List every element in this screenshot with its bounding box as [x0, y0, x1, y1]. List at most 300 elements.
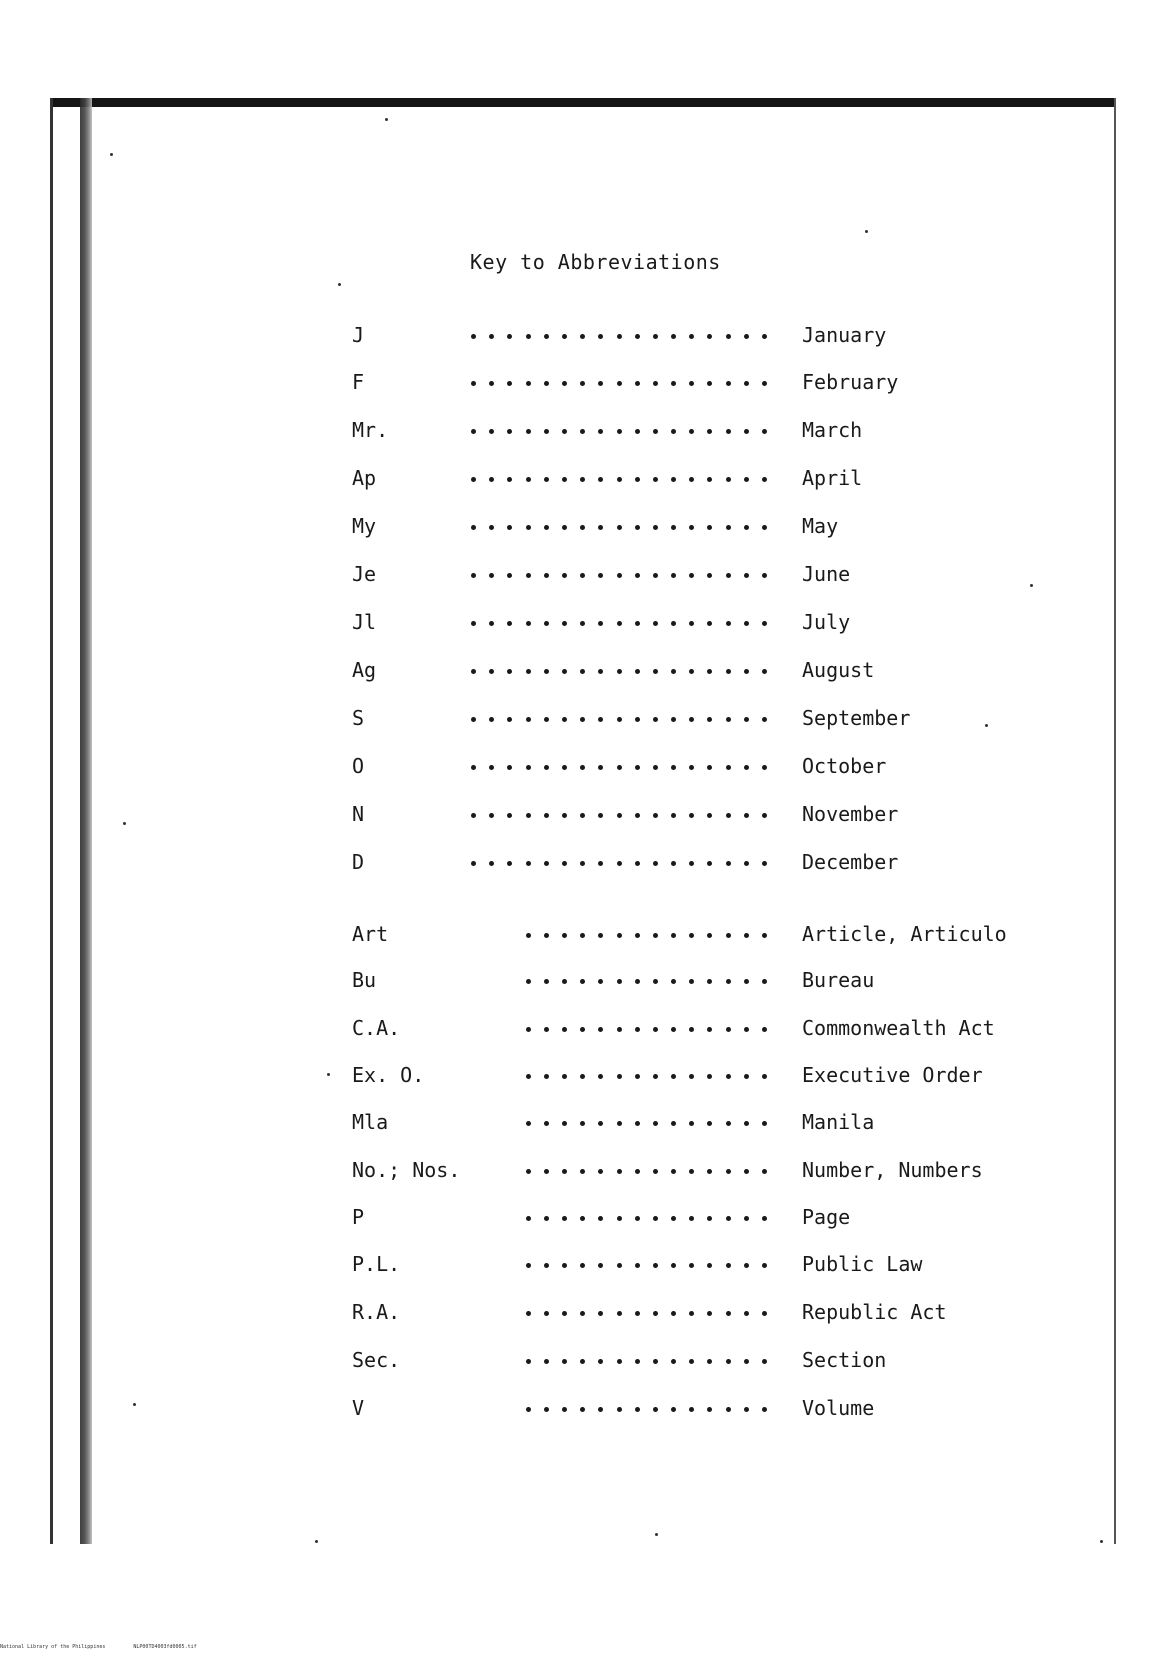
leader-dot	[635, 669, 640, 674]
leader-dot	[653, 813, 658, 818]
leader-dot	[617, 1311, 622, 1316]
leader-dot	[544, 334, 549, 339]
leader-dot	[635, 573, 640, 578]
leader-dot	[707, 1169, 712, 1174]
leader-dot	[635, 525, 640, 530]
leader-dot	[526, 573, 531, 578]
leader-dot	[562, 525, 567, 530]
leader-dot	[471, 381, 476, 386]
leader-dot	[471, 429, 476, 434]
leader-dot	[671, 477, 676, 482]
leader-dot	[653, 525, 658, 530]
leader-dot	[689, 979, 694, 984]
leader-dot	[544, 933, 549, 938]
leader-dot	[707, 525, 712, 530]
leader-dot	[744, 429, 749, 434]
leader-dot	[726, 1121, 731, 1126]
abbreviation-entry	[352, 1110, 1072, 1140]
leader-dot	[598, 1121, 603, 1126]
leader-dot	[707, 765, 712, 770]
abbreviation-entry	[352, 1016, 1072, 1046]
dot-leader	[402, 662, 767, 676]
leader-dot	[707, 573, 712, 578]
leader-dot	[707, 1121, 712, 1126]
leader-dot	[744, 765, 749, 770]
leader-dot	[671, 1263, 676, 1268]
leader-dot	[617, 477, 622, 482]
leader-dot	[744, 1359, 749, 1364]
leader-dot	[707, 1027, 712, 1032]
leader-dot	[744, 1407, 749, 1412]
leader-dot	[762, 1169, 767, 1174]
leader-dot	[689, 1121, 694, 1126]
leader-dot	[471, 813, 476, 818]
leader-dot	[635, 334, 640, 339]
leader-dot	[653, 621, 658, 626]
abbreviation-meaning: August	[802, 658, 875, 682]
dot-leader	[402, 374, 767, 388]
leader-dot	[744, 1169, 749, 1174]
leader-dot	[544, 621, 549, 626]
leader-dot	[762, 1027, 767, 1032]
leader-dot	[526, 1121, 531, 1126]
abbreviation-meaning: Bureau	[802, 968, 875, 992]
leader-dot	[653, 334, 658, 339]
leader-dot	[507, 861, 512, 866]
leader-dot	[526, 429, 531, 434]
abbreviation: Mla	[352, 1110, 389, 1134]
leader-dot	[671, 861, 676, 866]
abbreviation-entry	[352, 1205, 1072, 1235]
leader-dot	[726, 1027, 731, 1032]
leader-dot	[580, 669, 585, 674]
leader-dot	[617, 669, 622, 674]
abbreviation-meaning: Manila	[802, 1110, 875, 1134]
leader-dot	[635, 1121, 640, 1126]
leader-dot	[635, 1407, 640, 1412]
leader-dot	[762, 573, 767, 578]
leader-dot	[562, 1027, 567, 1032]
dot-leader	[402, 566, 767, 580]
dot-leader	[402, 1020, 767, 1034]
leader-dot	[653, 573, 658, 578]
leader-dot	[744, 381, 749, 386]
leader-dot	[671, 717, 676, 722]
scan-speck	[110, 153, 113, 156]
leader-dot	[689, 717, 694, 722]
leader-dot	[544, 1169, 549, 1174]
leader-dot	[707, 1216, 712, 1221]
leader-dot	[726, 573, 731, 578]
dot-leader	[402, 614, 767, 628]
leader-dot	[744, 813, 749, 818]
abbreviation: Je	[352, 562, 377, 586]
leader-dot	[762, 1121, 767, 1126]
scan-speck	[133, 1403, 136, 1406]
abbreviation-entry	[352, 1300, 1072, 1330]
abbreviation-meaning: September	[802, 706, 911, 730]
leader-dot	[762, 1074, 767, 1079]
leader-dot	[689, 1359, 694, 1364]
leader-dot	[526, 621, 531, 626]
leader-dot	[635, 1074, 640, 1079]
abbreviation-entry	[352, 1348, 1072, 1378]
leader-dot	[689, 669, 694, 674]
leader-dot	[580, 1074, 585, 1079]
right-border-rule	[1114, 98, 1116, 1544]
leader-dot	[726, 621, 731, 626]
leader-dot	[689, 621, 694, 626]
leader-dot	[689, 813, 694, 818]
abbreviation: C.A.	[352, 1016, 401, 1040]
leader-dot	[671, 765, 676, 770]
scan-speck	[123, 822, 126, 825]
leader-dot	[744, 861, 749, 866]
leader-dot	[726, 861, 731, 866]
leader-dot	[726, 1359, 731, 1364]
leader-dot	[544, 525, 549, 530]
leader-dot	[617, 861, 622, 866]
leader-dot	[707, 381, 712, 386]
dot-leader	[402, 806, 767, 820]
leader-dot	[562, 381, 567, 386]
leader-dot	[598, 525, 603, 530]
leader-dot	[526, 933, 531, 938]
leader-dot	[653, 1311, 658, 1316]
leader-dot	[671, 1407, 676, 1412]
leader-dot	[671, 381, 676, 386]
leader-dot	[526, 979, 531, 984]
scan-speck	[385, 118, 388, 121]
abbreviation: No.; Nos.	[352, 1158, 461, 1182]
leader-dot	[617, 1407, 622, 1412]
leader-dot	[580, 1359, 585, 1364]
leader-dot	[726, 1263, 731, 1268]
abbreviation-entry	[352, 370, 1072, 400]
leader-dot	[635, 1216, 640, 1221]
leader-dot	[507, 573, 512, 578]
scan-speck	[327, 1073, 330, 1076]
leader-dot	[707, 477, 712, 482]
leader-dot	[507, 477, 512, 482]
leader-dot	[744, 979, 749, 984]
leader-dot	[544, 477, 549, 482]
leader-dot	[762, 717, 767, 722]
leader-dot	[471, 573, 476, 578]
abbreviation-meaning: March	[802, 418, 863, 442]
leader-dot	[544, 1121, 549, 1126]
leader-dot	[598, 1169, 603, 1174]
leader-dot	[744, 1074, 749, 1079]
leader-dot	[562, 1359, 567, 1364]
leader-dot	[580, 933, 585, 938]
leader-dot	[598, 1216, 603, 1221]
leader-dot	[762, 381, 767, 386]
abbreviation: Ag	[352, 658, 377, 682]
leader-dot	[489, 381, 494, 386]
leader-dot	[544, 429, 549, 434]
leader-dot	[507, 525, 512, 530]
leader-dot	[544, 861, 549, 866]
leader-dot	[653, 1216, 658, 1221]
abbreviation-meaning: June	[802, 562, 851, 586]
leader-dot	[598, 429, 603, 434]
leader-dot	[635, 933, 640, 938]
leader-dot	[653, 1169, 658, 1174]
leader-dot	[689, 381, 694, 386]
leader-dot	[526, 477, 531, 482]
abbreviation-entry	[352, 658, 1072, 688]
leader-dot	[526, 765, 531, 770]
leader-dot	[744, 1263, 749, 1268]
leader-dot	[744, 717, 749, 722]
leader-dot	[544, 1263, 549, 1268]
leader-dot	[744, 621, 749, 626]
leader-dot	[653, 861, 658, 866]
leader-dot	[471, 669, 476, 674]
leader-dot	[707, 979, 712, 984]
leader-dot	[653, 1121, 658, 1126]
leader-dot	[544, 1074, 549, 1079]
leader-dot	[617, 1216, 622, 1221]
leader-dot	[726, 1216, 731, 1221]
leader-dot	[489, 765, 494, 770]
abbreviation: F	[352, 370, 365, 394]
leader-dot	[671, 933, 676, 938]
leader-dot	[598, 813, 603, 818]
leader-dot	[671, 1311, 676, 1316]
leader-dot	[653, 933, 658, 938]
abbreviation: My	[352, 514, 377, 538]
leader-dot	[489, 861, 494, 866]
abbreviation-entry	[352, 562, 1072, 592]
leader-dot	[562, 813, 567, 818]
leader-dot	[580, 1311, 585, 1316]
leader-dot	[562, 1311, 567, 1316]
abbreviation: P	[352, 1205, 365, 1229]
leader-dot	[507, 429, 512, 434]
leader-dot	[544, 813, 549, 818]
abbreviation-entry	[352, 1158, 1072, 1188]
abbreviation: Bu	[352, 968, 377, 992]
dot-leader	[402, 1304, 767, 1318]
leader-dot	[562, 1407, 567, 1412]
scan-speck	[1100, 1540, 1103, 1543]
leader-dot	[689, 1169, 694, 1174]
leader-dot	[598, 1027, 603, 1032]
leader-dot	[726, 1311, 731, 1316]
abbreviation: O	[352, 754, 365, 778]
leader-dot	[762, 525, 767, 530]
abbreviation: J	[352, 323, 365, 347]
left-binding-shadow	[80, 98, 92, 1544]
leader-dot	[580, 525, 585, 530]
abbreviation-entry	[352, 1252, 1072, 1282]
leader-dot	[471, 717, 476, 722]
leader-dot	[762, 1407, 767, 1412]
leader-dot	[471, 861, 476, 866]
abbreviation-meaning: April	[802, 466, 863, 490]
leader-dot	[617, 1359, 622, 1364]
leader-dot	[671, 1216, 676, 1221]
leader-dot	[707, 429, 712, 434]
leader-dot	[635, 621, 640, 626]
leader-dot	[526, 1407, 531, 1412]
leader-dot	[707, 1407, 712, 1412]
abbreviation: Sec.	[352, 1348, 401, 1372]
leader-dot	[617, 813, 622, 818]
leader-dot	[580, 861, 585, 866]
leader-dot	[580, 1216, 585, 1221]
leader-dot	[544, 979, 549, 984]
dot-leader	[402, 1114, 767, 1128]
dot-leader	[402, 422, 767, 436]
leader-dot	[580, 381, 585, 386]
dot-leader	[402, 327, 767, 341]
leader-dot	[762, 1216, 767, 1221]
abbreviation: Art	[352, 922, 389, 946]
leader-dot	[562, 1169, 567, 1174]
leader-dot	[562, 334, 567, 339]
abbreviation: S	[352, 706, 365, 730]
leader-dot	[617, 979, 622, 984]
leader-dot	[762, 979, 767, 984]
leader-dot	[671, 1359, 676, 1364]
leader-dot	[526, 1027, 531, 1032]
leader-dot	[744, 1027, 749, 1032]
leader-dot	[726, 933, 731, 938]
leader-dot	[707, 933, 712, 938]
leader-dot	[726, 1407, 731, 1412]
abbreviation-meaning: Executive Order	[802, 1063, 983, 1087]
leader-dot	[635, 861, 640, 866]
leader-dot	[617, 717, 622, 722]
leader-dot	[617, 429, 622, 434]
leader-dot	[671, 979, 676, 984]
leader-dot	[744, 525, 749, 530]
leader-dot	[489, 429, 494, 434]
leader-dot	[671, 621, 676, 626]
leader-dot	[635, 717, 640, 722]
dot-leader	[402, 710, 767, 724]
leader-dot	[598, 669, 603, 674]
leader-dot	[671, 1121, 676, 1126]
leader-dot	[598, 979, 603, 984]
abbreviation-entry	[352, 968, 1072, 998]
leader-dot	[507, 813, 512, 818]
leader-dot	[762, 477, 767, 482]
leader-dot	[653, 1027, 658, 1032]
leader-dot	[635, 381, 640, 386]
leader-dot	[689, 1263, 694, 1268]
abbreviation-meaning: Page	[802, 1205, 851, 1229]
leader-dot	[689, 861, 694, 866]
leader-dot	[762, 429, 767, 434]
leader-dot	[471, 334, 476, 339]
abbreviation-entry	[352, 1396, 1072, 1426]
leader-dot	[707, 669, 712, 674]
leader-dot	[562, 669, 567, 674]
leader-dot	[635, 1169, 640, 1174]
leader-dot	[489, 621, 494, 626]
leader-dot	[707, 717, 712, 722]
scan-footer	[0, 1644, 197, 1650]
leader-dot	[617, 525, 622, 530]
leader-dot	[762, 334, 767, 339]
dot-leader	[402, 470, 767, 484]
abbreviation: Ex. O.	[352, 1063, 425, 1087]
leader-dot	[598, 381, 603, 386]
leader-dot	[671, 1027, 676, 1032]
abbreviation-meaning: December	[802, 850, 899, 874]
leader-dot	[653, 717, 658, 722]
leader-dot	[580, 813, 585, 818]
leader-dot	[671, 525, 676, 530]
leader-dot	[598, 1074, 603, 1079]
leader-dot	[562, 933, 567, 938]
leader-dot	[653, 765, 658, 770]
top-border-rule	[50, 98, 1116, 107]
leader-dot	[562, 429, 567, 434]
leader-dot	[526, 525, 531, 530]
abbreviation-entry	[352, 754, 1072, 784]
leader-dot	[526, 334, 531, 339]
leader-dot	[689, 429, 694, 434]
leader-dot	[489, 573, 494, 578]
leader-dot	[507, 334, 512, 339]
leader-dot	[489, 813, 494, 818]
leader-dot	[726, 717, 731, 722]
leader-dot	[653, 1074, 658, 1079]
abbreviation: R.A.	[352, 1300, 401, 1324]
leader-dot	[726, 477, 731, 482]
leader-dot	[671, 1169, 676, 1174]
leader-dot	[489, 717, 494, 722]
dot-leader	[402, 854, 767, 868]
dot-leader	[402, 518, 767, 532]
leader-dot	[744, 1311, 749, 1316]
leader-dot	[580, 765, 585, 770]
leader-dot	[580, 717, 585, 722]
leader-dot	[544, 1407, 549, 1412]
leader-dot	[689, 1311, 694, 1316]
leader-dot	[689, 765, 694, 770]
abbreviation-meaning: Volume	[802, 1396, 875, 1420]
leader-dot	[744, 1121, 749, 1126]
leader-dot	[544, 717, 549, 722]
abbreviation-meaning: Public Law	[802, 1252, 923, 1276]
leader-dot	[580, 477, 585, 482]
leader-dot	[526, 381, 531, 386]
leader-dot	[617, 765, 622, 770]
leader-dot	[598, 933, 603, 938]
leader-dot	[707, 1074, 712, 1079]
leader-dot	[653, 1407, 658, 1412]
leader-dot	[489, 334, 494, 339]
leader-dot	[726, 1074, 731, 1079]
leader-dot	[653, 979, 658, 984]
abbreviation-entry	[352, 1063, 1072, 1093]
leader-dot	[635, 1263, 640, 1268]
leader-dot	[762, 621, 767, 626]
abbreviation-meaning: July	[802, 610, 851, 634]
leader-dot	[562, 717, 567, 722]
abbreviation: V	[352, 1396, 365, 1420]
dot-leader	[402, 1352, 767, 1366]
leader-dot	[762, 765, 767, 770]
leader-dot	[580, 429, 585, 434]
leader-dot	[762, 813, 767, 818]
